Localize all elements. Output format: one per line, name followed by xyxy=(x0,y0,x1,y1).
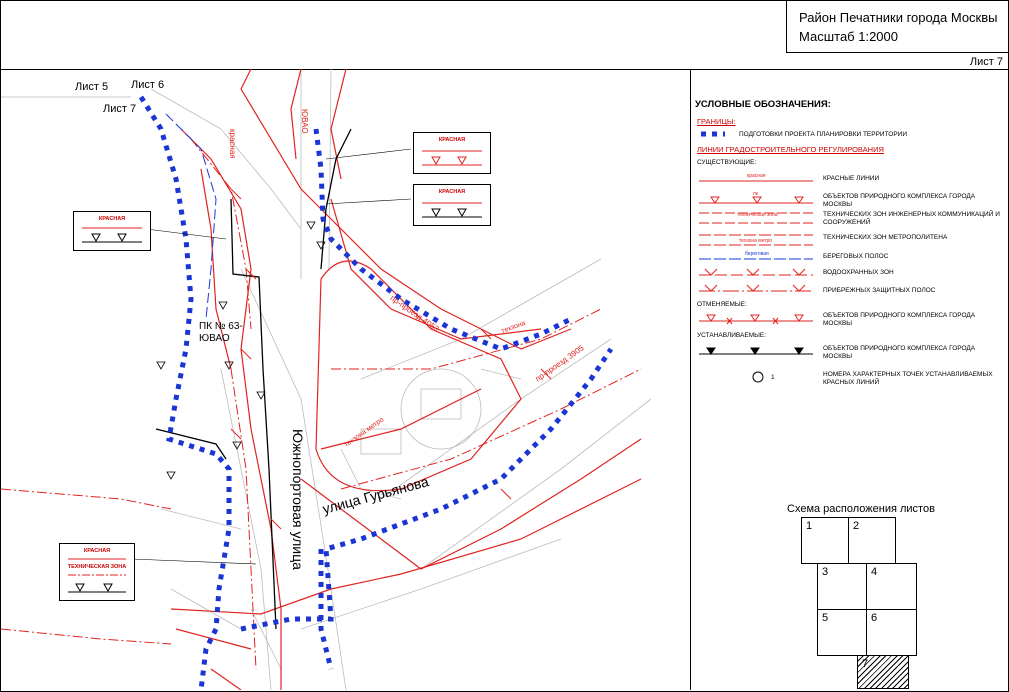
legend-panel xyxy=(690,69,1009,690)
boundary-symbol xyxy=(697,127,727,141)
legend-item-water: ВОДООХРАННЫХ ЗОН xyxy=(823,269,894,276)
proezd-3905-label: пр-проезд 3905 xyxy=(533,343,586,384)
tech-metro-label: техзона метро xyxy=(343,416,386,449)
scheme-cell-4: 4 xyxy=(866,563,917,610)
nature-complex-symbol xyxy=(697,189,815,209)
callout-red-1-label: КРАСНАЯ xyxy=(98,216,126,222)
sheet-number: Лист 7 xyxy=(969,56,1003,68)
callout-red-2-symbol xyxy=(414,133,490,173)
established-header: УСТАНАВЛИВАЕМЫЕ: xyxy=(697,332,767,339)
proezd-4053-label: пр-проезд 4053 xyxy=(388,293,441,334)
callout-tech xyxy=(59,543,135,601)
callout-red-3-label: КРАСНАЯ xyxy=(438,189,466,195)
established-symbol xyxy=(697,342,815,360)
legend-item-tech: ТЕХНИЧЕСКИХ ЗОН ИНЖЕНЕРНЫХ КОММУНИКАЦИЙ И СООРУЖЕНИЙ xyxy=(823,211,1000,226)
legend-item-cancelled: ОБЪЕКТОВ ПРИРОДНОГО КОМПЛЕКСА ГОРОДА МОСКВЫ xyxy=(823,312,976,327)
red-lines xyxy=(171,69,641,690)
boundaries-header: ГРАНИЦЫ: xyxy=(697,117,736,126)
point-number-example: 1 xyxy=(771,374,775,381)
callout-tech-zone-label: ТЕХНИЧЕСКАЯ ЗОНА xyxy=(67,564,127,570)
sym-label-tech: техническая зона xyxy=(737,212,778,218)
red-line-label: красная xyxy=(228,129,237,159)
legend-title: УСЛОВНЫЕ ОБОЗНАЧЕНИЯ: xyxy=(695,99,831,110)
sym-label-shore: береговая xyxy=(745,251,769,257)
scheme-cell-6: 6 xyxy=(866,609,917,656)
callout-red-3 xyxy=(413,184,491,226)
legend-item-nature: ОБЪЕКТОВ ПРИРОДНОГО КОМПЛЕКСА ГОРОДА МОСКВЫ xyxy=(823,193,976,208)
pk-label-1: ПК № 63- xyxy=(199,321,243,332)
callout-tech-symbol xyxy=(60,544,134,600)
legend-item-shore: БЕРЕГОВЫХ ПОЛОС xyxy=(823,253,889,260)
tech-zone-label: техзона xyxy=(500,319,527,336)
title-block xyxy=(786,0,1009,53)
cancelled-header: ОТМЕНЯЕМЫЕ: xyxy=(697,301,747,308)
project-boundary xyxy=(141,97,611,690)
existing-header: СУЩЕСТВУЮЩИЕ: xyxy=(697,159,757,166)
pk-label-2: ЮВАО xyxy=(199,333,230,344)
legend-item-coast: ПРИБРЕЖНЫХ ЗАЩИТНЫХ ПОЛОС xyxy=(823,287,936,294)
scheme-cell-7-current: 7 xyxy=(857,655,909,689)
sym-label-red: красная xyxy=(747,173,766,179)
legend-item-metro: ТЕХНИЧЕСКИХ ЗОН МЕТРОПОЛИТЕНА xyxy=(823,234,948,241)
callout-tech-red-label: КРАСНАЯ xyxy=(83,548,111,554)
scheme-cell-5: 5 xyxy=(817,609,867,656)
guryanova-street-label: улица Гурьянова xyxy=(320,473,431,517)
callout-red-2 xyxy=(413,132,491,174)
coast-strip-symbol xyxy=(697,281,815,297)
scheme-cell-3: 3 xyxy=(817,563,867,610)
sheet7-label: Лист 7 xyxy=(103,103,137,115)
callout-red-2-label: КРАСНАЯ xyxy=(438,137,466,143)
scale-label: Масштаб 1:2000 xyxy=(799,29,898,44)
metro-zone-symbol xyxy=(697,229,815,249)
uvao-label: ЮВАО xyxy=(300,109,309,134)
scheme-cell-2: 2 xyxy=(848,517,896,564)
sym-label-metro: техзона метро xyxy=(739,238,773,244)
sym-label-pk: пк xyxy=(753,191,758,197)
legend-item-established: ОБЪЕКТОВ ПРИРОДНОГО КОМПЛЕКСА ГОРОДА МОСКВЫ xyxy=(823,345,976,360)
cancelled-symbol xyxy=(697,309,815,327)
south-port-street-label: Южнопортовая улица xyxy=(290,429,306,570)
sheet6-label: Лист 6 xyxy=(131,79,165,91)
callout-red-1-symbol xyxy=(74,212,150,250)
lines-header: ЛИНИИ ГРАДОСТРОИТЕЛЬНОГО РЕГУЛИРОВАНИЯ xyxy=(697,145,884,154)
water-zone-symbol xyxy=(697,265,815,281)
legend-item-red-lines: КРАСНЫЕ ЛИНИИ xyxy=(823,175,880,182)
point-number-symbol xyxy=(751,370,765,384)
scheme-cell-1: 1 xyxy=(801,517,849,564)
legend-item-points: НОМЕРА ХАРАКТЕРНЫХ ТОЧЕК УСТАНАВЛИВАЕМЫХ КРАСНЫХ ЛИНИЙ xyxy=(823,371,993,386)
red-lines-symbol xyxy=(697,169,815,189)
sheet-scheme-title: Схема расположения листов xyxy=(787,503,935,515)
callout-red-3-symbol xyxy=(414,185,490,225)
map-canvas[interactable] xyxy=(1,69,689,690)
shore-symbol xyxy=(697,249,815,265)
boundary-project-text: ПОДГОТОВКИ ПРОЕКТА ПЛАНИРОВКИ ТЕРРИТОРИИ xyxy=(739,131,908,138)
callout-red-1 xyxy=(73,211,151,251)
tech-zone-symbol xyxy=(697,209,815,229)
sheet5-label: Лист 5 xyxy=(75,81,109,93)
district-title: Район Печатники города Москвы xyxy=(799,10,998,25)
